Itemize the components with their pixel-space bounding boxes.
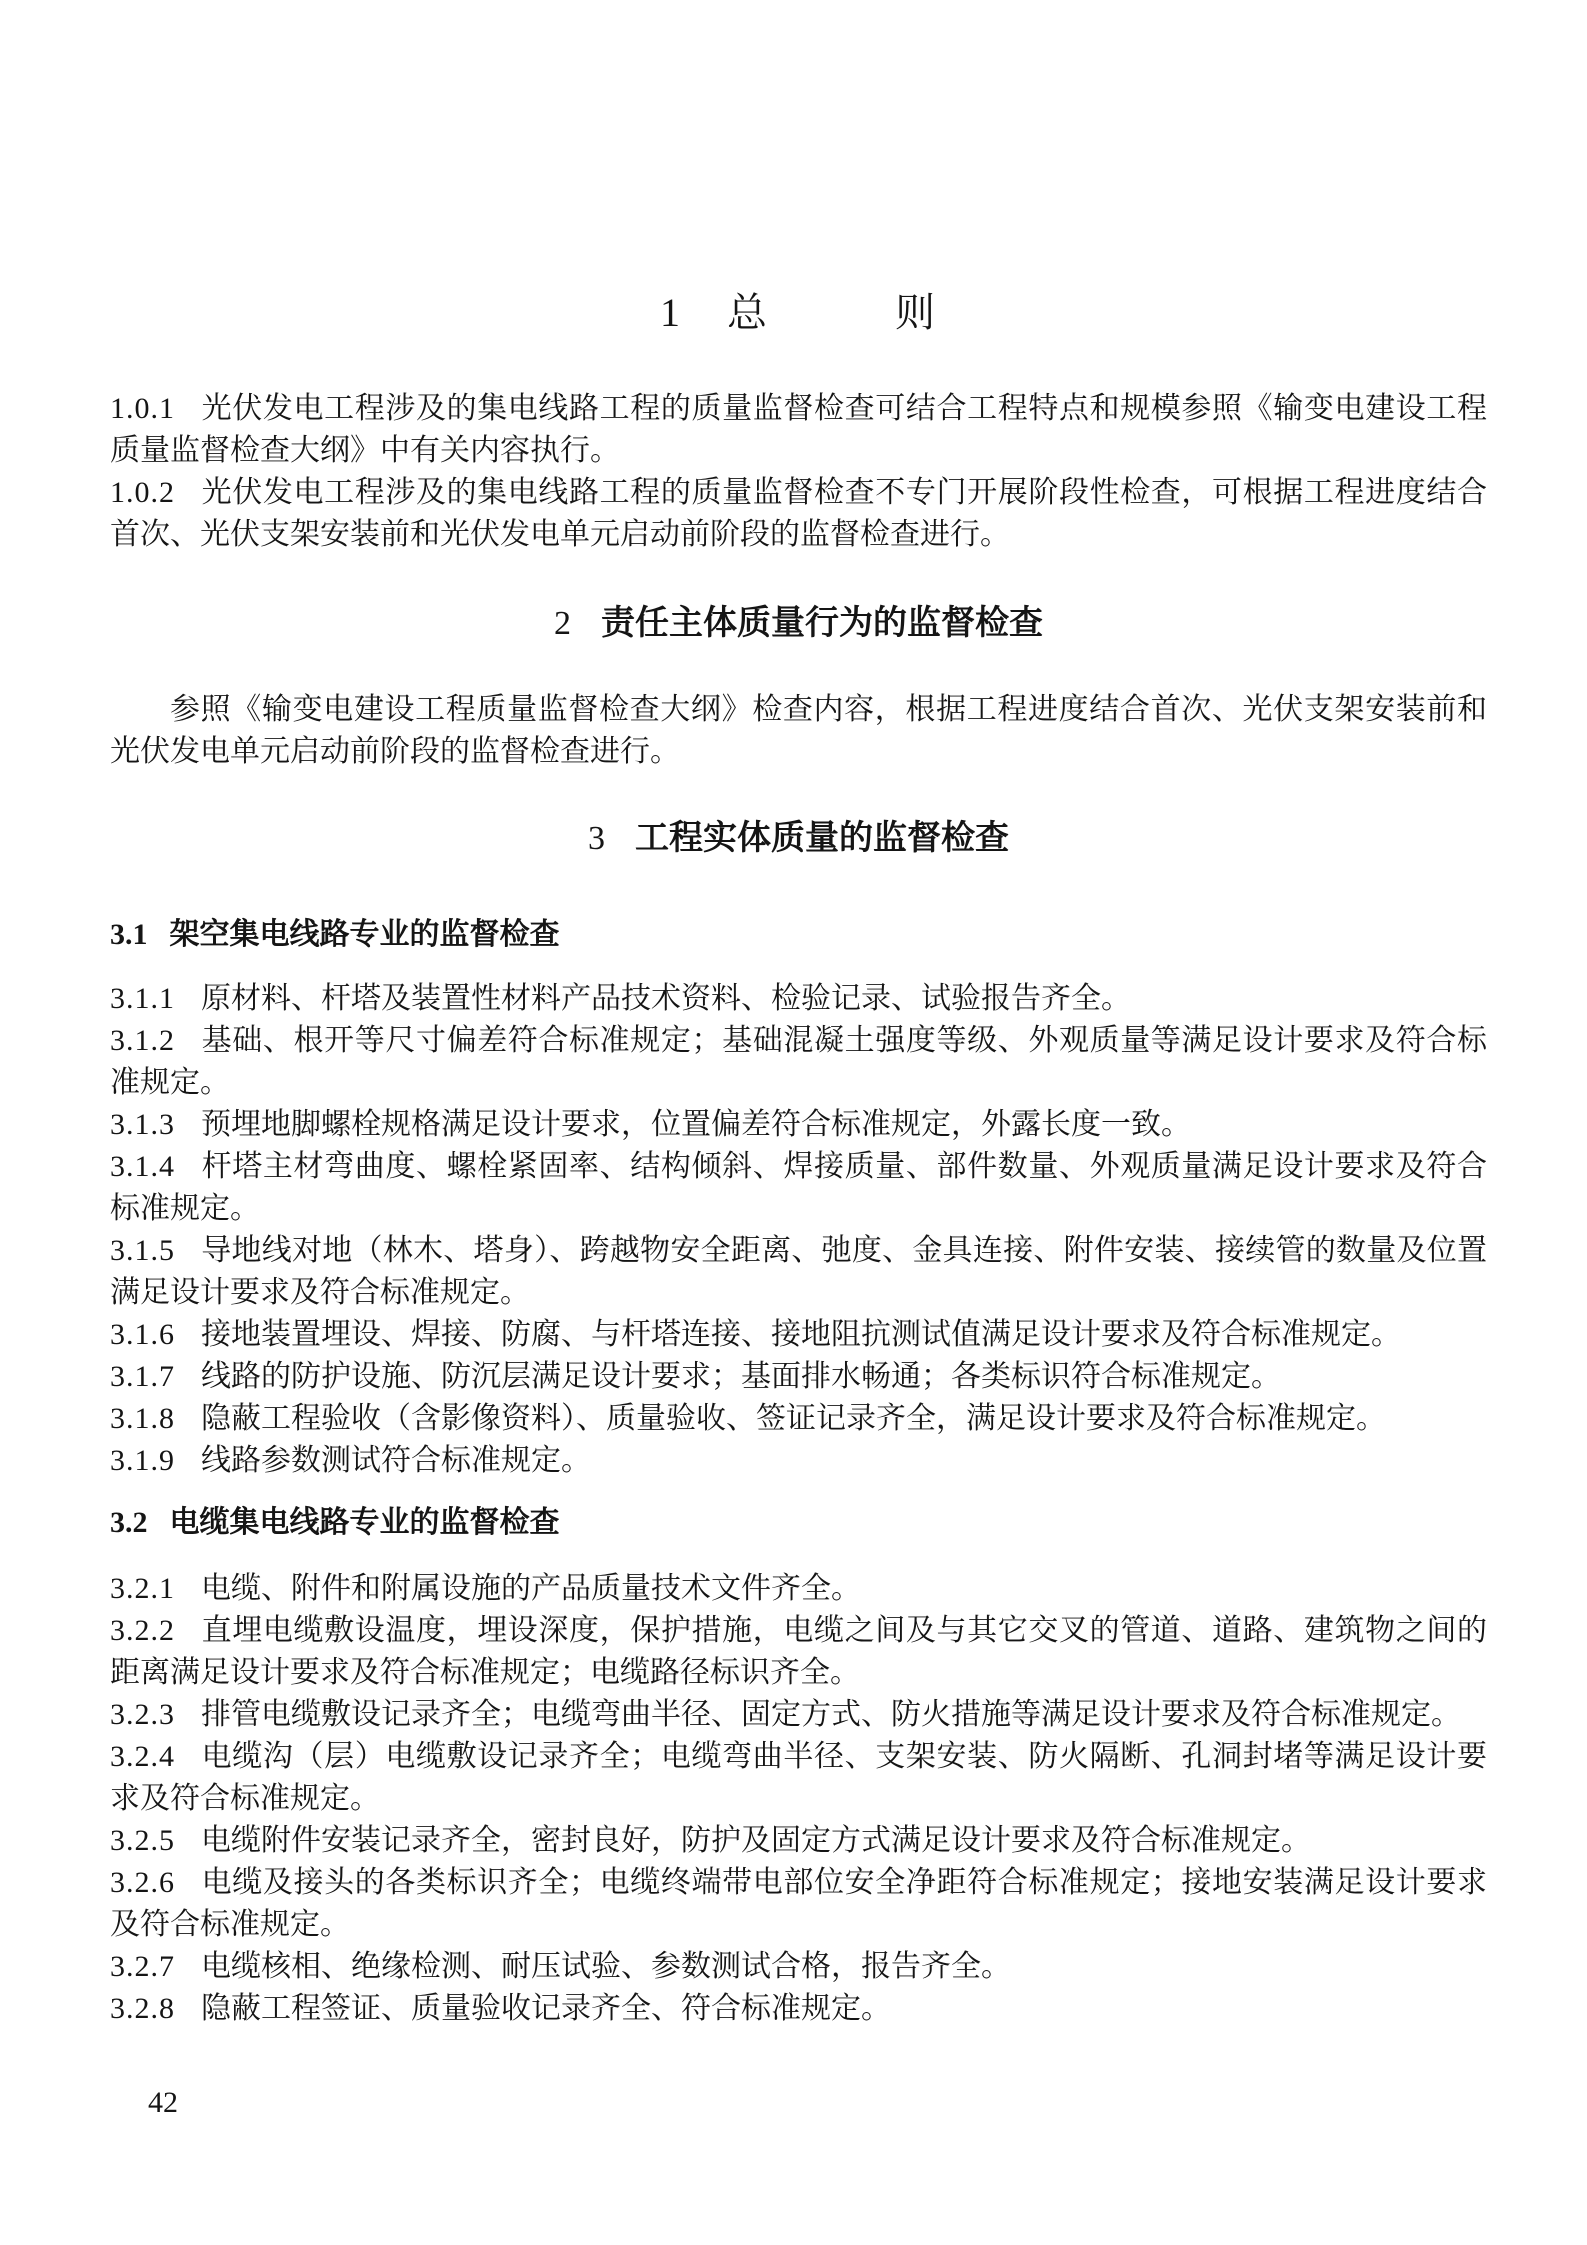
clause-text: 隐蔽工程验收（含影像资料）、质量验收、签证记录齐全，满足设计要求及符合标准规定。 bbox=[201, 1402, 1386, 1435]
clause-3-2-1 bbox=[110, 1568, 1487, 1610]
clause-number: 3.1.1 bbox=[110, 982, 175, 1015]
clause-text: 直埋电缆敷设温度，埋设深度，保护措施，电缆之间及与其它交叉的管道、道路、建筑物之间的距离满足设计要求及符合标准规定；电缆路径标识齐全。 bbox=[110, 1614, 1487, 1689]
clause-1-0-2 bbox=[110, 472, 1487, 556]
clause-3-2-5 bbox=[110, 1820, 1487, 1862]
clause-3-1-6 bbox=[110, 1314, 1487, 1356]
clause-text: 电缆附件安装记录齐全，密封良好，防护及固定方式满足设计要求及符合标准规定。 bbox=[201, 1824, 1311, 1857]
clause-3-1-5 bbox=[110, 1230, 1487, 1314]
clause-number: 3.1.6 bbox=[110, 1318, 175, 1351]
clause-number: 3.1.9 bbox=[110, 1444, 175, 1477]
page-number: 42 bbox=[148, 2086, 178, 2119]
chapter-1-title: 总 则 bbox=[727, 290, 937, 335]
clause-3-2-8 bbox=[110, 1988, 1487, 2030]
clause-number: 3.1.5 bbox=[110, 1234, 175, 1267]
clause-3-2-2 bbox=[110, 1610, 1487, 1694]
clause-number: 1.0.1 bbox=[110, 392, 175, 425]
chapter-3-heading bbox=[110, 815, 1487, 862]
clause-number: 1.0.2 bbox=[110, 476, 175, 509]
section-3-1-heading bbox=[110, 914, 1487, 956]
clause-number: 3.1.3 bbox=[110, 1108, 175, 1141]
clause-number: 3.2.1 bbox=[110, 1572, 175, 1605]
section-3-2-number: 3.2 bbox=[110, 1506, 148, 1539]
clause-text: 接地装置埋设、焊接、防腐、与杆塔连接、接地阻抗测试值满足设计要求及符合标准规定。 bbox=[201, 1318, 1401, 1351]
clause-number: 3.2.4 bbox=[110, 1740, 175, 1773]
clause-text: 预埋地脚螺栓规格满足设计要求，位置偏差符合标准规定，外露长度一致。 bbox=[201, 1108, 1191, 1141]
clause-3-1-1 bbox=[110, 978, 1487, 1020]
chapter-1-heading bbox=[110, 288, 1487, 338]
clause-text: 电缆核相、绝缘检测、耐压试验、参数测试合格，报告齐全。 bbox=[201, 1950, 1011, 1983]
clause-3-1-8 bbox=[110, 1398, 1487, 1440]
chapter-2-number: 2 bbox=[554, 605, 571, 642]
clause-number: 3.1.2 bbox=[110, 1024, 175, 1057]
clause-text: 原材料、杆塔及装置性材料产品技术资料、检验记录、试验报告齐全。 bbox=[201, 982, 1131, 1015]
clause-text: 电缆沟（层）电缆敷设记录齐全；电缆弯曲半径、支架安装、防火隔断、孔洞封堵等满足设计要求及符合标准规定。 bbox=[110, 1740, 1487, 1815]
clause-number: 3.2.7 bbox=[110, 1950, 175, 1983]
clause-number: 3.2.2 bbox=[110, 1614, 175, 1647]
clause-text: 杆塔主材弯曲度、螺栓紧固率、结构倾斜、焊接质量、部件数量、外观质量满足设计要求及符合标准规定。 bbox=[110, 1150, 1487, 1225]
section-3-2-heading bbox=[110, 1502, 1487, 1544]
clause-number: 3.2.8 bbox=[110, 1992, 175, 2025]
clause-text: 线路的防护设施、防沉层满足设计要求；基面排水畅通；各类标识符合标准规定。 bbox=[201, 1360, 1281, 1393]
section-3-1-title: 架空集电线路专业的监督检查 bbox=[169, 918, 560, 951]
chapter-2-heading bbox=[110, 600, 1487, 647]
clause-1-0-1 bbox=[110, 388, 1487, 472]
clause-3-1-4 bbox=[110, 1146, 1487, 1230]
clause-text: 光伏发电工程涉及的集电线路工程的质量监督检查不专门开展阶段性检查，可根据工程进度结合首次、光伏支架安装前和光伏发电单元启动前阶段的监督检查进行。 bbox=[110, 476, 1487, 551]
clause-3-1-7 bbox=[110, 1356, 1487, 1398]
clause-3-1-3 bbox=[110, 1104, 1487, 1146]
clause-text: 光伏发电工程涉及的集电线路工程的质量监督检查可结合工程特点和规模参照《输变电建设工程质量监督检查大纲》中有关内容执行。 bbox=[110, 392, 1487, 467]
section-3-2-title: 电缆集电线路专业的监督检查 bbox=[169, 1506, 560, 1539]
chapter-3-title: 工程实体质量的监督检查 bbox=[635, 819, 1009, 857]
section-3-1-number: 3.1 bbox=[110, 918, 148, 951]
clause-3-2-7 bbox=[110, 1946, 1487, 1988]
clause-text: 电缆及接头的各类标识齐全；电缆终端带电部位安全净距符合标准规定；接地安装满足设计要求及符合标准规定。 bbox=[110, 1866, 1487, 1941]
document-content bbox=[0, 288, 1587, 2030]
clause-number: 3.1.7 bbox=[110, 1360, 175, 1393]
chapter-2-paragraph: 参照《输变电建设工程质量监督检查大纲》检查内容，根据工程进度结合首次、光伏支架安装前和光伏发电单元启动前阶段的监督检查进行。 bbox=[110, 693, 1487, 768]
clause-text: 基础、根开等尺寸偏差符合标准规定；基础混凝土强度等级、外观质量等满足设计要求及符合标准规定。 bbox=[110, 1024, 1487, 1099]
clause-text: 线路参数测试符合标准规定。 bbox=[201, 1444, 591, 1477]
clause-3-2-3 bbox=[110, 1694, 1487, 1736]
clause-3-1-9 bbox=[110, 1440, 1487, 1482]
clause-text: 电缆、附件和附属设施的产品质量技术文件齐全。 bbox=[201, 1572, 861, 1605]
clause-number: 3.2.6 bbox=[110, 1866, 175, 1899]
clause-text: 隐蔽工程签证、质量验收记录齐全、符合标准规定。 bbox=[201, 1992, 891, 2025]
clause-3-1-2 bbox=[110, 1020, 1487, 1104]
clause-text: 导地线对地（林木、塔身）、跨越物安全距离、弛度、金具连接、附件安装、接续管的数量及位置满足设计要求及符合标准规定。 bbox=[110, 1234, 1487, 1309]
chapter-1-number: 1 bbox=[660, 290, 682, 335]
clause-number: 3.2.5 bbox=[110, 1824, 175, 1857]
clause-3-2-6 bbox=[110, 1862, 1487, 1946]
clause-3-2-4 bbox=[110, 1736, 1487, 1820]
clause-number: 3.1.4 bbox=[110, 1150, 175, 1183]
clause-text: 排管电缆敷设记录齐全；电缆弯曲半径、固定方式、防火措施等满足设计要求及符合标准规定。 bbox=[201, 1698, 1461, 1731]
clause-number: 3.2.3 bbox=[110, 1698, 175, 1731]
chapter-2-title: 责任主体质量行为的监督检查 bbox=[601, 604, 1043, 642]
clause-number: 3.1.8 bbox=[110, 1402, 175, 1435]
chapter-3-number: 3 bbox=[588, 820, 605, 857]
